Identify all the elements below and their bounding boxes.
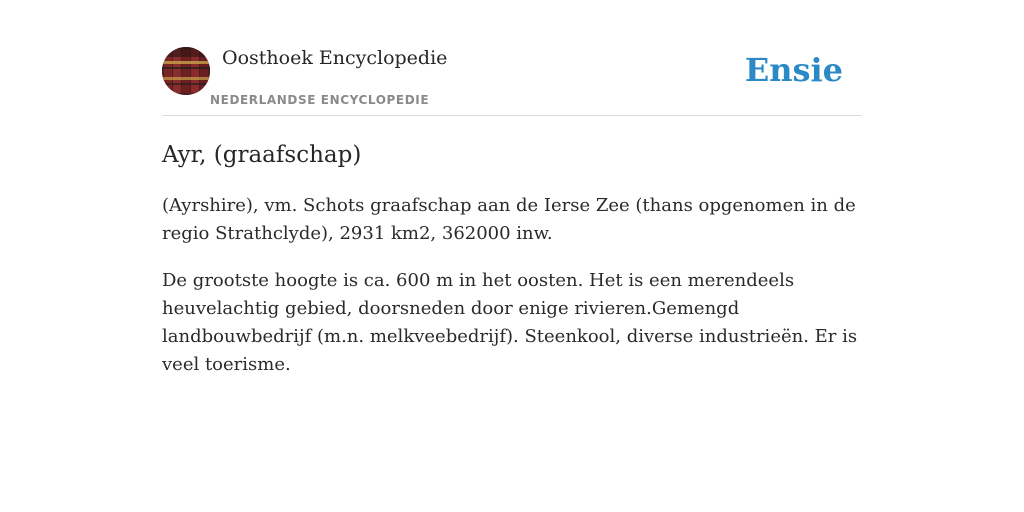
source-subtitle: NEDERLANDSE ENCYCLOPEDIE [210, 93, 430, 107]
source-title[interactable]: Oosthoek Encyclopedie [222, 47, 448, 69]
entry-paragraph: De grootste hoogte is ca. 600 m in het oosten. Het is een merendeels heuvelachtig gebied, doorsneden door enige rivieren.Gemengd landbouwbedrijf (m.n. melkveebedrijf). Steenkool, diverse industrieën. Er is veel toerisme. [162, 270, 858, 375]
entry-paragraph: (Ayrshire), vm. Schots graafschap aan de Ierse Zee (thans opgenomen in de regio Strathclyde), 2931 km2, 362000 inw. [162, 195, 856, 244]
entry-title: Ayr, (graafschap) [162, 142, 362, 168]
encyclopedia-books-icon[interactable] [162, 47, 210, 95]
brand-logo[interactable]: Ensie [744, 51, 843, 89]
entry-page [162, 44, 862, 379]
source-header [162, 44, 862, 116]
